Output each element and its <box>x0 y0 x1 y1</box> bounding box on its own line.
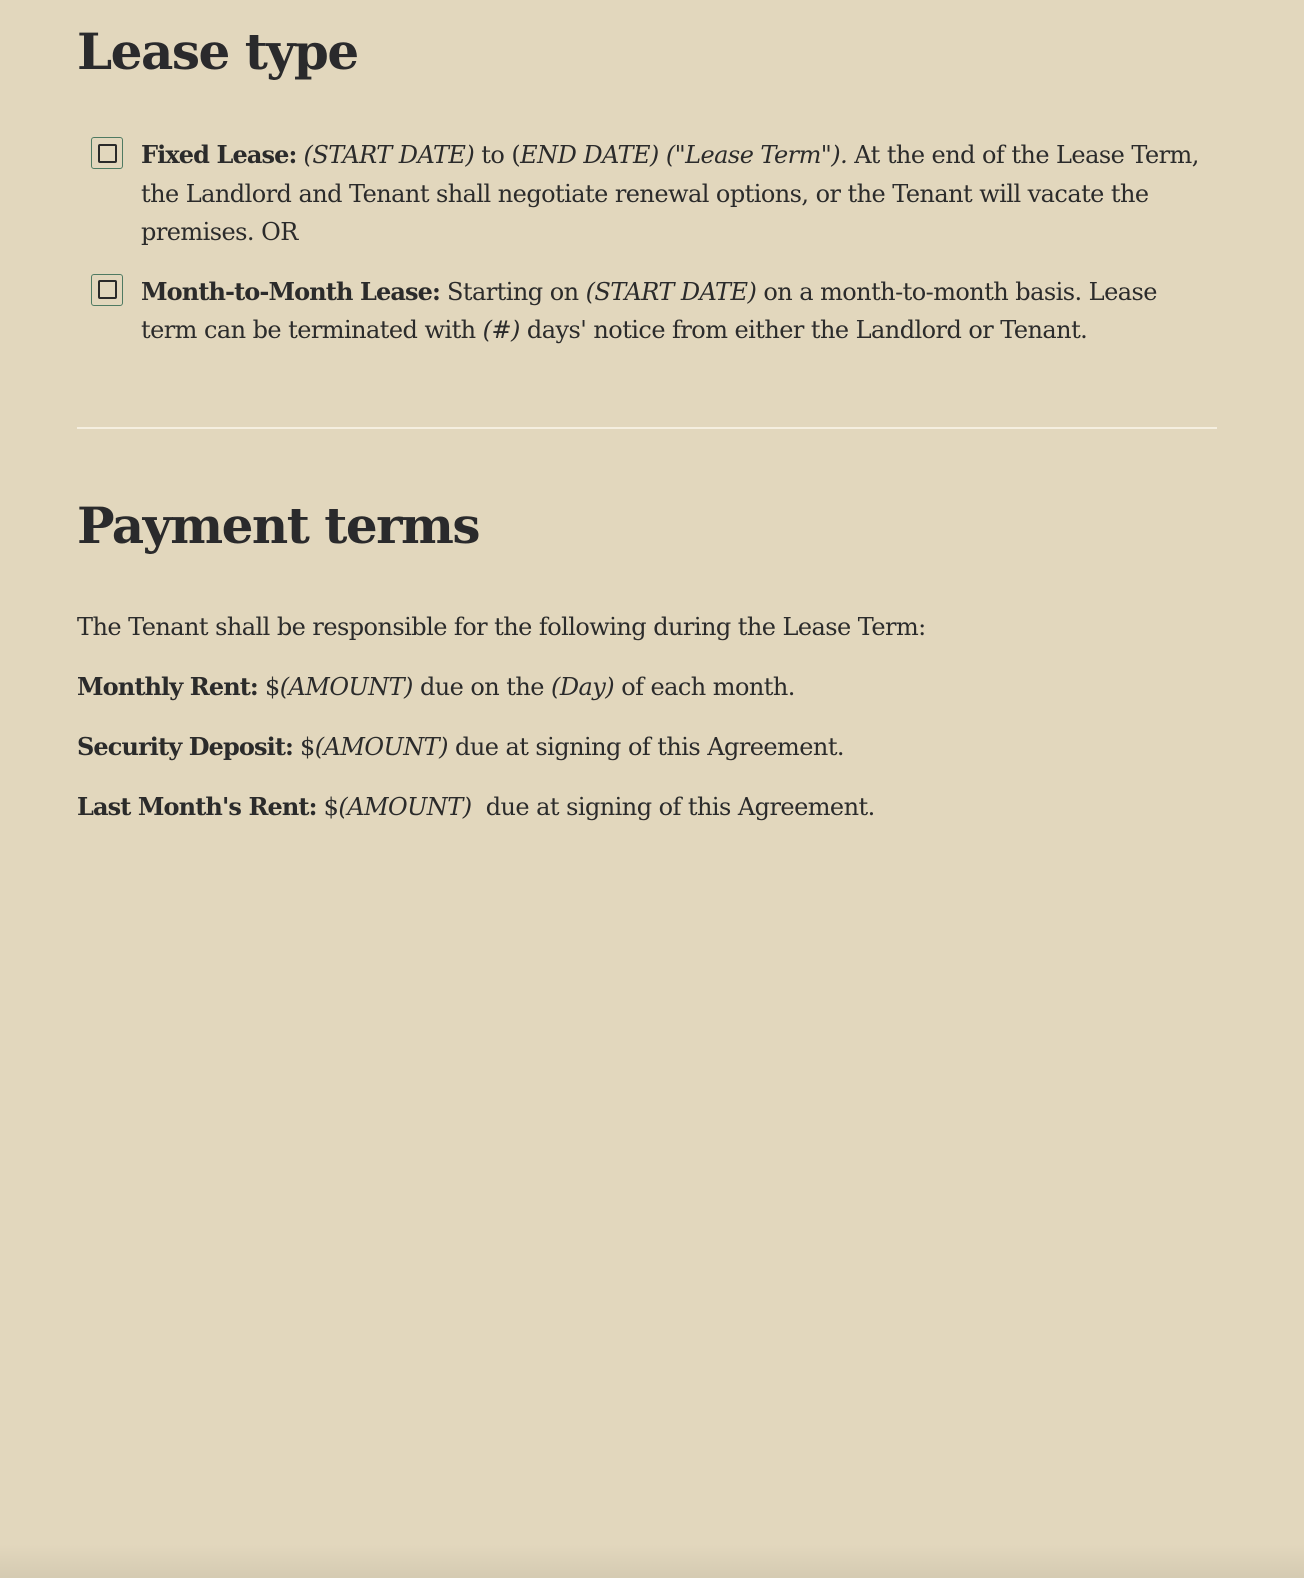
month-to-month-label: Month-to-Month Lease: <box>141 276 440 306</box>
fixed-lease-checkbox[interactable] <box>91 137 123 169</box>
month-to-month-start-date: (START DATE) <box>585 277 757 306</box>
month-to-month-checkbox[interactable] <box>91 274 123 306</box>
payment-terms-heading: Payment terms <box>77 496 480 555</box>
month-to-month-intro: Starting on <box>439 277 586 306</box>
monthly-rent-rest: of each month. <box>614 673 795 701</box>
last-month-rent-rest: due at signing of this Agreement. <box>471 793 875 821</box>
security-deposit-rest: due at signing of this Agreement. <box>447 733 844 761</box>
payment-terms-body <box>77 608 1217 848</box>
section-divider <box>77 427 1217 429</box>
monthly-rent-day: (Day) <box>551 673 615 701</box>
month-to-month-text <box>141 273 1217 350</box>
last-month-rent-line <box>77 788 1217 826</box>
fixed-lease-text <box>141 136 1217 252</box>
payment-intro: The Tenant shall be responsible for the following during the Lease Term: <box>77 613 926 641</box>
security-deposit-amount: (AMOUNT) <box>314 733 448 761</box>
month-to-month-rest: days' notice from either the Landlord or Tenant. <box>519 316 1088 344</box>
lease-type-options <box>91 136 1217 371</box>
month-to-month-option <box>91 273 1217 350</box>
fixed-lease-rest: At the end of the Lease Term, the Landlord and Tenant shall negotiate renewal options, or the Tenant will vacate the premises. OR <box>141 141 1199 246</box>
last-month-rent-label: Last Month's Rent: <box>77 792 317 821</box>
bottom-edge-shadow <box>0 1544 1304 1578</box>
monthly-rent-amount: (AMOUNT) <box>279 673 413 701</box>
checkbox-square-icon <box>98 144 117 163</box>
fixed-lease-end-date: END DATE) ("Lease Term"). <box>520 141 848 169</box>
monthly-rent-middle: due on the <box>412 673 552 701</box>
fixed-lease-connector: to ( <box>474 141 521 169</box>
monthly-rent-label: Monthly Rent: <box>77 672 258 701</box>
checkbox-square-icon <box>98 280 117 299</box>
security-deposit-currency: $ <box>292 733 315 761</box>
last-month-rent-currency: $ <box>316 793 339 821</box>
notice-days-placeholder: (#) <box>482 316 520 344</box>
monthly-rent-line <box>77 668 1217 706</box>
fixed-lease-option <box>91 136 1217 252</box>
security-deposit-line <box>77 728 1217 766</box>
security-deposit-label: Security Deposit: <box>77 732 293 761</box>
monthly-rent-currency: $ <box>257 673 280 701</box>
month-to-month-middle: on a month-to-month basis. Lease term can be terminated with <box>141 277 1157 344</box>
fixed-lease-start-date: (START DATE) <box>303 141 475 169</box>
last-month-rent-amount: (AMOUNT) <box>338 793 472 821</box>
lease-type-heading: Lease type <box>77 22 358 81</box>
fixed-lease-label: Fixed Lease: <box>141 140 297 169</box>
